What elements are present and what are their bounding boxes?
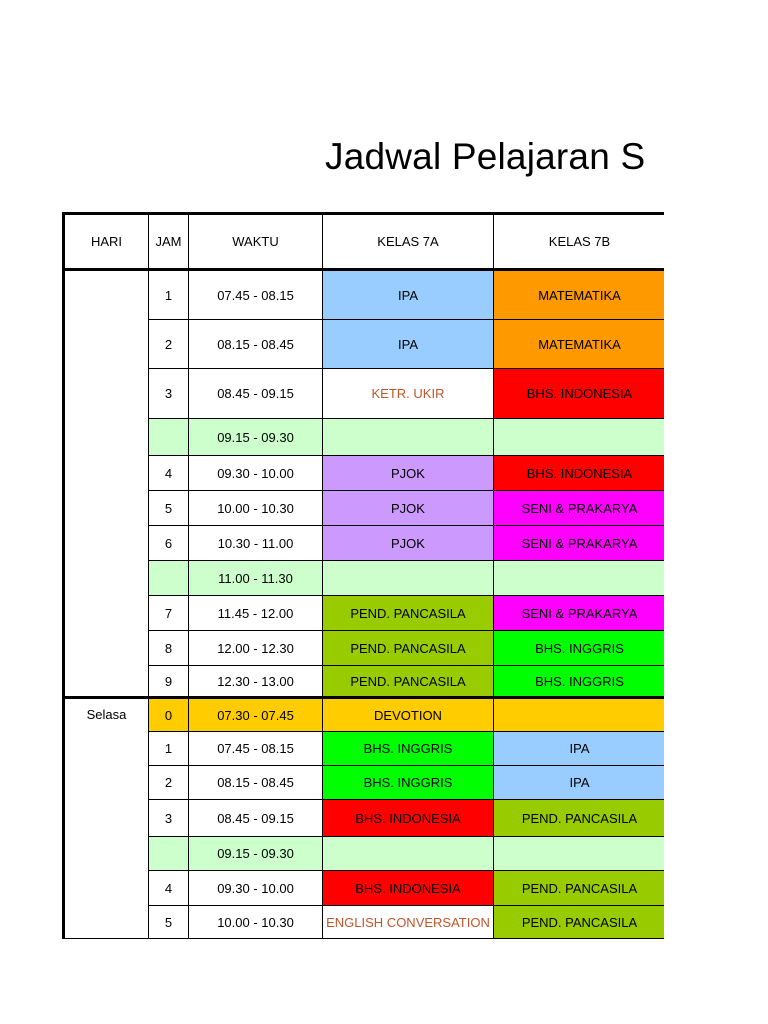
waktu-cell: 09.30 - 10.00 xyxy=(189,456,323,491)
kelas-7b-cell: SENI & PRAKARYA xyxy=(494,526,665,561)
table-row xyxy=(64,871,665,906)
jam-cell: 4 xyxy=(149,871,189,906)
schedule-table-wrapper xyxy=(62,212,664,940)
jam-cell: 3 xyxy=(149,369,189,419)
kelas-7b-cell xyxy=(494,561,665,596)
table-row xyxy=(64,320,665,369)
waktu-cell: 09.15 - 09.30 xyxy=(189,837,323,871)
kelas-7b-cell: BHS. INGGRIS xyxy=(494,666,665,698)
kelas-7b-cell: IPA xyxy=(494,766,665,800)
kelas-7a-cell: PEND. PANCASILA xyxy=(323,596,494,631)
jam-cell xyxy=(149,419,189,456)
kelas-7b-cell: MATEMATIKA xyxy=(494,270,665,320)
day-cell: Selasa xyxy=(64,698,149,939)
kelas-7a-cell xyxy=(323,837,494,871)
table-row xyxy=(64,698,665,732)
kelas-7b-cell: PEND. PANCASILA xyxy=(494,871,665,906)
table-row xyxy=(64,666,665,698)
waktu-cell: 08.45 - 09.15 xyxy=(189,800,323,837)
kelas-7b-cell: BHS. INGGRIS xyxy=(494,631,665,666)
waktu-cell: 12.30 - 13.00 xyxy=(189,666,323,698)
table-row xyxy=(64,596,665,631)
header-kelas-7b: KELAS 7B xyxy=(494,214,665,270)
waktu-cell: 12.00 - 12.30 xyxy=(189,631,323,666)
jam-cell: 0 xyxy=(149,698,189,732)
kelas-7a-cell: ENGLISH CONVERSATION xyxy=(323,906,494,939)
kelas-7b-cell: PEND. PANCASILA xyxy=(494,906,665,939)
header-row xyxy=(64,214,665,270)
jam-cell xyxy=(149,561,189,596)
jam-cell: 7 xyxy=(149,596,189,631)
table-row xyxy=(64,526,665,561)
jam-cell: 3 xyxy=(149,800,189,837)
jam-cell: 9 xyxy=(149,666,189,698)
kelas-7a-cell: PEND. PANCASILA xyxy=(323,666,494,698)
table-row xyxy=(64,732,665,766)
kelas-7b-cell: PEND. PANCASILA xyxy=(494,800,665,837)
kelas-7b-cell: BHS. INDONESIA xyxy=(494,369,665,419)
jam-cell: 2 xyxy=(149,320,189,369)
kelas-7b-cell: IPA xyxy=(494,732,665,766)
waktu-cell: 07.45 - 08.15 xyxy=(189,270,323,320)
day-cell xyxy=(64,270,149,698)
jam-cell: 1 xyxy=(149,270,189,320)
kelas-7a-cell: BHS. INDONESIA xyxy=(323,800,494,837)
kelas-7a-cell: PJOK xyxy=(323,491,494,526)
kelas-7a-cell: DEVOTION xyxy=(323,698,494,732)
jam-cell xyxy=(149,837,189,871)
table-row xyxy=(64,491,665,526)
table-row xyxy=(64,419,665,456)
table-row xyxy=(64,561,665,596)
waktu-cell: 09.15 - 09.30 xyxy=(189,419,323,456)
waktu-cell: 08.15 - 08.45 xyxy=(189,320,323,369)
jam-cell: 2 xyxy=(149,766,189,800)
kelas-7a-cell: BHS. INGGRIS xyxy=(323,732,494,766)
kelas-7a-cell: PJOK xyxy=(323,526,494,561)
kelas-7b-cell: MATEMATIKA xyxy=(494,320,665,369)
waktu-cell: 07.30 - 07.45 xyxy=(189,698,323,732)
header-waktu: WAKTU xyxy=(189,214,323,270)
waktu-cell: 10.00 - 10.30 xyxy=(189,491,323,526)
kelas-7b-cell xyxy=(494,698,665,732)
table-row xyxy=(64,631,665,666)
jam-cell: 5 xyxy=(149,906,189,939)
kelas-7b-cell xyxy=(494,837,665,871)
jam-cell: 5 xyxy=(149,491,189,526)
table-row xyxy=(64,270,665,320)
table-row xyxy=(64,369,665,419)
waktu-cell: 07.45 - 08.15 xyxy=(189,732,323,766)
header-hari: HARI xyxy=(64,214,149,270)
kelas-7a-cell xyxy=(323,419,494,456)
kelas-7b-cell: SENI & PRAKARYA xyxy=(494,491,665,526)
header-kelas-7a: KELAS 7A xyxy=(323,214,494,270)
waktu-cell: 08.15 - 08.45 xyxy=(189,766,323,800)
kelas-7a-cell xyxy=(323,561,494,596)
table-row xyxy=(64,456,665,491)
kelas-7b-cell: BHS. INDONESIA xyxy=(494,456,665,491)
waktu-cell: 11.45 - 12.00 xyxy=(189,596,323,631)
jam-cell: 6 xyxy=(149,526,189,561)
kelas-7b-cell: SENI & PRAKARYA xyxy=(494,596,665,631)
waktu-cell: 10.00 - 10.30 xyxy=(189,906,323,939)
jam-cell: 1 xyxy=(149,732,189,766)
kelas-7a-cell: PJOK xyxy=(323,456,494,491)
jam-cell: 8 xyxy=(149,631,189,666)
table-row xyxy=(64,766,665,800)
kelas-7a-cell: PEND. PANCASILA xyxy=(323,631,494,666)
table-row xyxy=(64,906,665,939)
table-row xyxy=(64,800,665,837)
page-title: Jadwal Pelajaran S xyxy=(325,136,646,177)
kelas-7b-cell xyxy=(494,419,665,456)
schedule-table xyxy=(62,212,664,939)
waktu-cell: 11.00 - 11.30 xyxy=(189,561,323,596)
kelas-7a-cell: IPA xyxy=(323,270,494,320)
waktu-cell: 08.45 - 09.15 xyxy=(189,369,323,419)
kelas-7a-cell: KETR. UKIR xyxy=(323,369,494,419)
kelas-7a-cell: BHS. INGGRIS xyxy=(323,766,494,800)
waktu-cell: 09.30 - 10.00 xyxy=(189,871,323,906)
table-row xyxy=(64,837,665,871)
kelas-7a-cell: BHS. INDONESIA xyxy=(323,871,494,906)
header-jam: JAM xyxy=(149,214,189,270)
kelas-7a-cell: IPA xyxy=(323,320,494,369)
jam-cell: 4 xyxy=(149,456,189,491)
waktu-cell: 10.30 - 11.00 xyxy=(189,526,323,561)
